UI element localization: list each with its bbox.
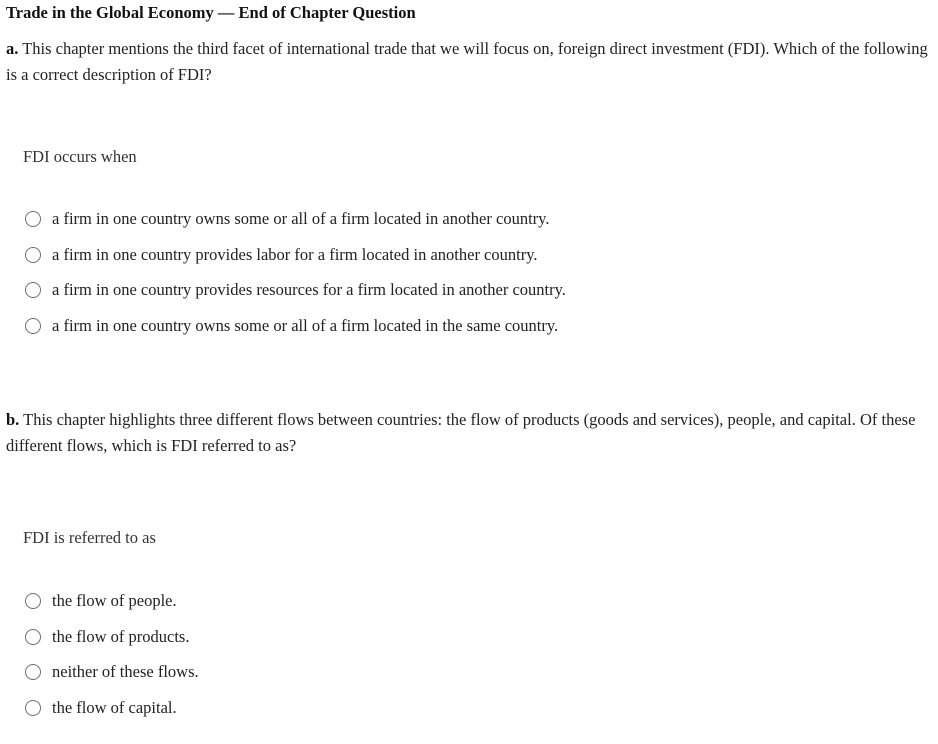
option-b-2[interactable] [25, 626, 199, 662]
radio-button-icon[interactable] [25, 282, 41, 298]
radio-button-icon[interactable] [25, 247, 41, 263]
page-title: Trade in the Global Economy — End of Chapter Question [6, 3, 416, 22]
radio-button-icon[interactable] [25, 700, 41, 716]
radio-button-icon[interactable] [25, 629, 41, 645]
options-a [25, 208, 566, 350]
option-a-2[interactable] [25, 244, 566, 280]
question-a [6, 36, 932, 88]
option-b-3[interactable] [25, 661, 199, 697]
option-label[interactable]: a firm in one country provides resources for a firm located in another country. [52, 280, 566, 300]
option-label[interactable]: a firm in one country owns some or all of a firm located in another country. [52, 209, 550, 228]
question-a-text: This chapter mentions the third facet of international trade that we will focus on, foreign direct investment (FDI). Which of the following is a correct description of FDI? [6, 39, 928, 84]
option-label[interactable]: a firm in one country provides labor for a firm located in another country. [52, 244, 538, 264]
option-a-4[interactable] [25, 315, 566, 351]
option-label[interactable]: a firm in one country owns some or all of a firm located in the same country. [52, 315, 559, 335]
option-label[interactable]: neither of these flows. [52, 662, 199, 682]
question-b-label: b. [6, 410, 20, 429]
option-label[interactable]: the flow of capital. [52, 697, 177, 717]
radio-button-icon[interactable] [25, 318, 41, 334]
radio-button-icon[interactable] [25, 593, 41, 609]
option-a-1[interactable] [25, 208, 566, 244]
question-b-text: This chapter highlights three different flows between countries: the flow of products (goods and services), people, and capital. Of these different flows, which is FDI referred to as? [6, 410, 916, 455]
prompt-b: FDI is referred to as [23, 528, 156, 547]
radio-button-icon[interactable] [25, 211, 41, 227]
option-b-4[interactable] [25, 697, 199, 733]
question-a-label: a. [6, 39, 19, 58]
option-a-3[interactable] [25, 279, 566, 315]
radio-button-icon[interactable] [25, 664, 41, 680]
prompt-a: FDI occurs when [23, 147, 137, 166]
option-b-1[interactable] [25, 590, 199, 626]
option-label[interactable]: the flow of people. [52, 591, 177, 610]
options-b [25, 590, 199, 732]
option-label[interactable]: the flow of products. [52, 626, 190, 646]
question-b [6, 407, 932, 459]
